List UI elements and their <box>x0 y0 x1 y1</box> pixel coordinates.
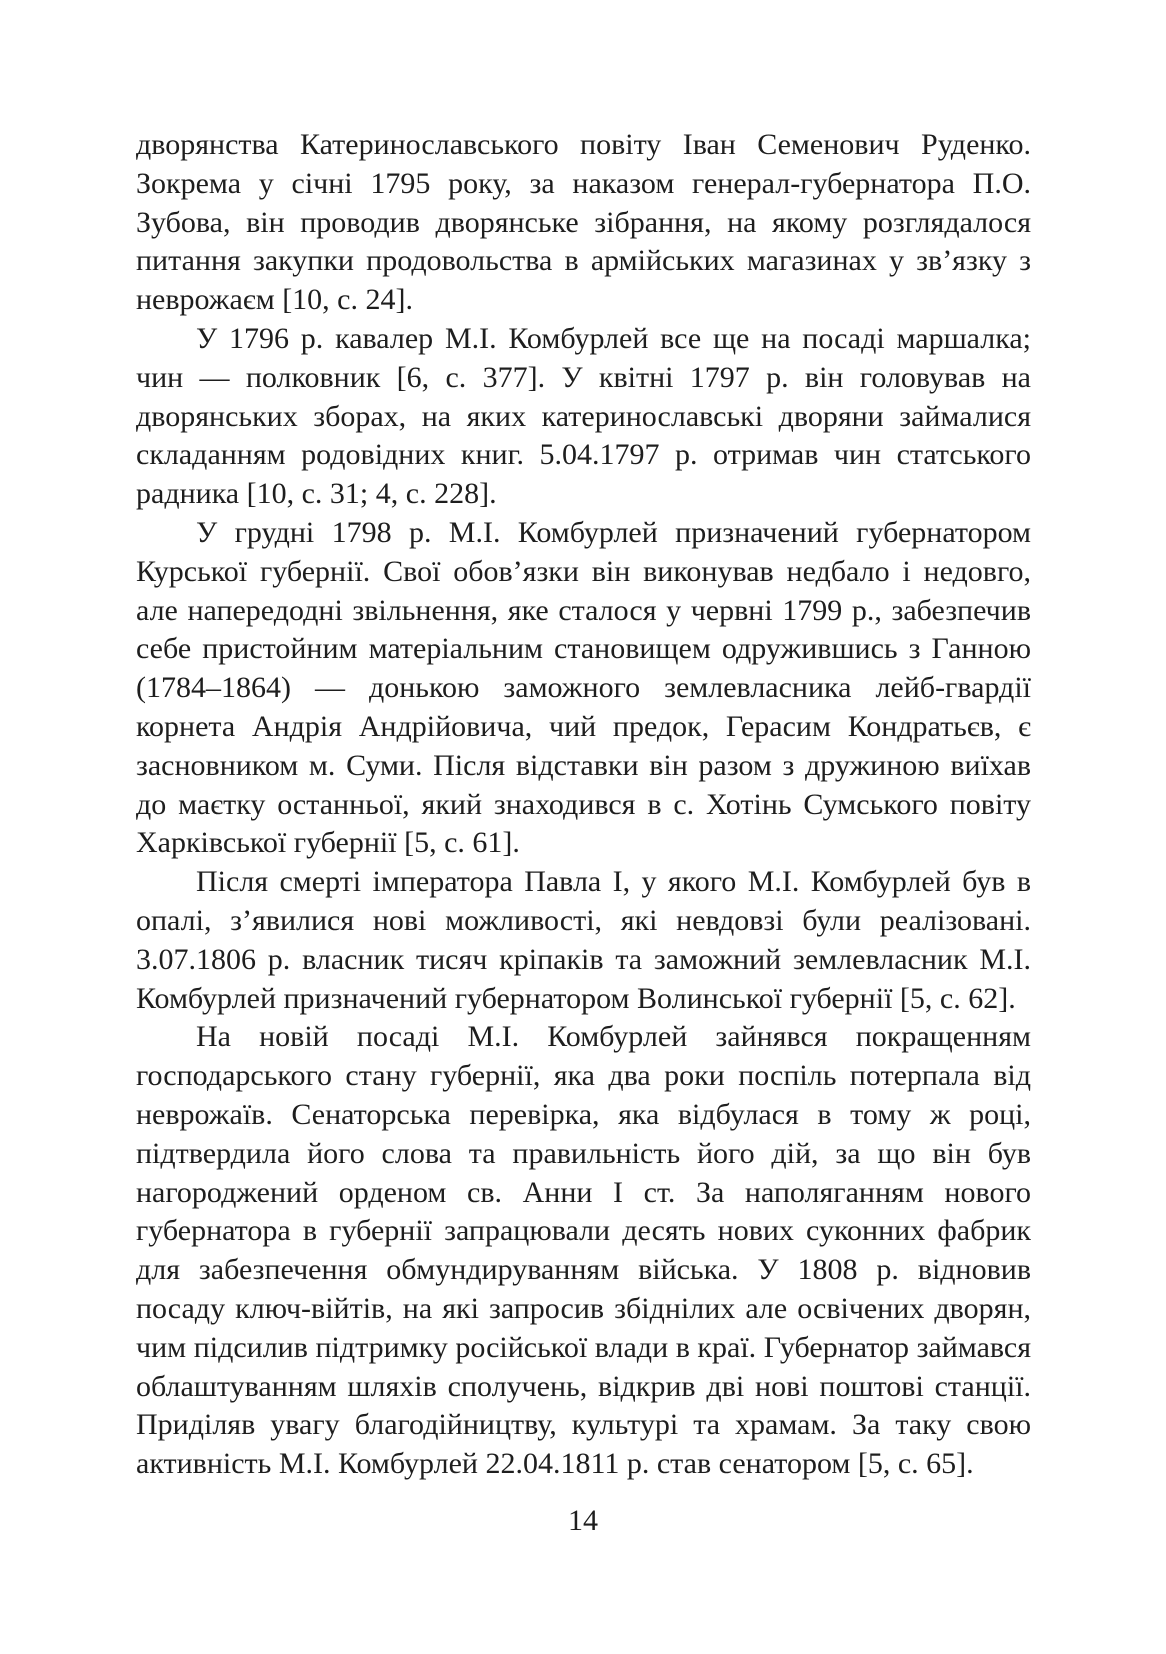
paragraph-1: дворянства Катеринославського повіту Іван Семенович Руденко. Зокрема у січні 1795 року, за наказом генерал-губернатора П.О. Зубова, він проводив дворянське зібрання, на якому розглядалося питання закупки продовольства в армійських магазинах у зв’язку з неврожаєм [10, с. 24]. <box>136 128 1031 317</box>
page-number: 14 <box>568 1504 598 1537</box>
paragraph-5: На новій посаді М.І. Комбурлей зайнявся покращенням господарського стану губернії, яка два роки поспіль потерпала від неврожаїв. Сенаторська перевірка, яка відбулася в тому ж році, підтвердила його слова та правильність його дій, за що він був нагороджений орденом св. Анни І ст. За наполяганням нового губернатора в губернії запрацювали десять нових суконних фабрик для забезпечення обмундируванням війська. У 1808 р. відновив посаду ключ-війтів, на які запросив збіднілих але освічених дворян, чим підсилив підтримку російської влади в краї. Губернатор займався облаштуванням шляхів сполучень, відкрив дві нові поштові станції. Приділяв увагу благодійництву, культурі та храмам. За таку свою активність М.І. Комбурлей 22.04.1811 р. став сенатором [5, с. 65]. <box>136 1020 1031 1481</box>
paragraph-2: У 1796 р. кавалер М.І. Комбурлей все ще на посаді маршалка; чин — полковник [6, с. 377]. У квітні 1797 р. він головував на дворянських зборах, на яких катеринославські дворяни займалися складанням родовідних книг. 5.04.1797 р. отримав чин статського радника [10, с. 31; 4, с. 228]. <box>136 321 1031 511</box>
paragraph-3: У грудні 1798 р. М.І. Комбурлей призначений губернатором Курської губернії. Свої обов’язки він виконував недбало і недовго, але напередодні звільнення, яке сталося у червні 1799 р., забезпечив себе пристойним матеріальним становищем одружившись з Ганною (1784–1864) — донькою заможного землевласника лейб-гвардії корнета Андрія Андрійовича, чий предок, Герасим Кондратьєв, є засновником м. Суми. Після відставки він разом з дружиною виїхав до маєтку останньої, який знаходився в с. Хотінь Сумського повіту Харківської губернії [5, с. 61]. <box>136 515 1031 860</box>
paragraph-4: Після смерті імператора Павла І, у якого М.І. Комбурлей був в опалі, з’явилися нові можливості, які невдовзі були реалізовані. 3.07.1806 р. власник тисяч кріпаків та заможний землевласник М.І. Комбурлей призначений губернатором Волинської губернії [5, с. 62]. <box>136 865 1031 1015</box>
body-text <box>136 126 1031 1484</box>
